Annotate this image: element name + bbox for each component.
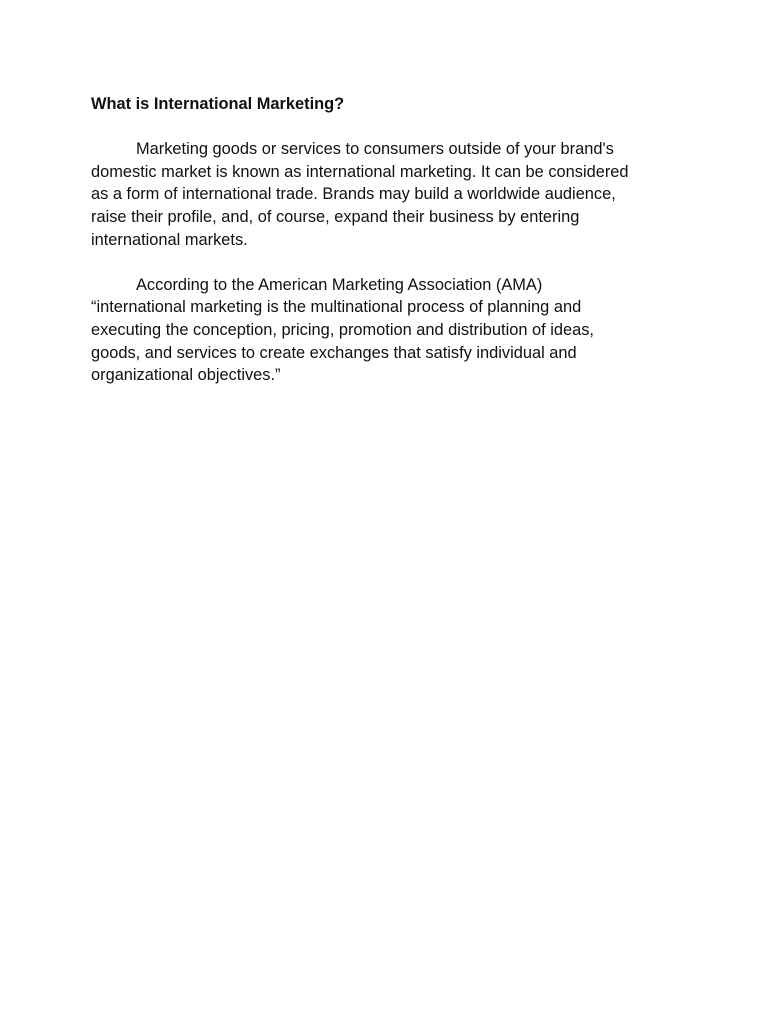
paragraph-line: organizational objectives.” [91, 366, 281, 385]
paragraph-line: executing the conception, pricing, promotion and distribution of ideas, [91, 320, 594, 339]
paragraph-line: domestic market is known as international marketing. It can be considered [91, 162, 629, 181]
paragraph-line: international markets. [91, 230, 248, 249]
document-heading: What is International Marketing? [91, 95, 345, 113]
paragraph-definition [91, 138, 691, 251]
paragraph-line: as a form of international trade. Brands may build a worldwide audience, [91, 185, 616, 204]
paragraph-line: raise their profile, and, of course, expand their business by entering [91, 207, 580, 226]
paragraph-line: Marketing goods or services to consumers outside of your brand's [136, 140, 614, 159]
paragraph-line: According to the American Marketing Association (AMA) [136, 275, 543, 294]
paragraph-line: “international marketing is the multinational process of planning and [91, 298, 582, 317]
paragraph-line: goods, and services to create exchanges that satisfy individual and [91, 343, 577, 362]
document-body [91, 93, 691, 409]
paragraph-ama-quote [91, 274, 691, 387]
